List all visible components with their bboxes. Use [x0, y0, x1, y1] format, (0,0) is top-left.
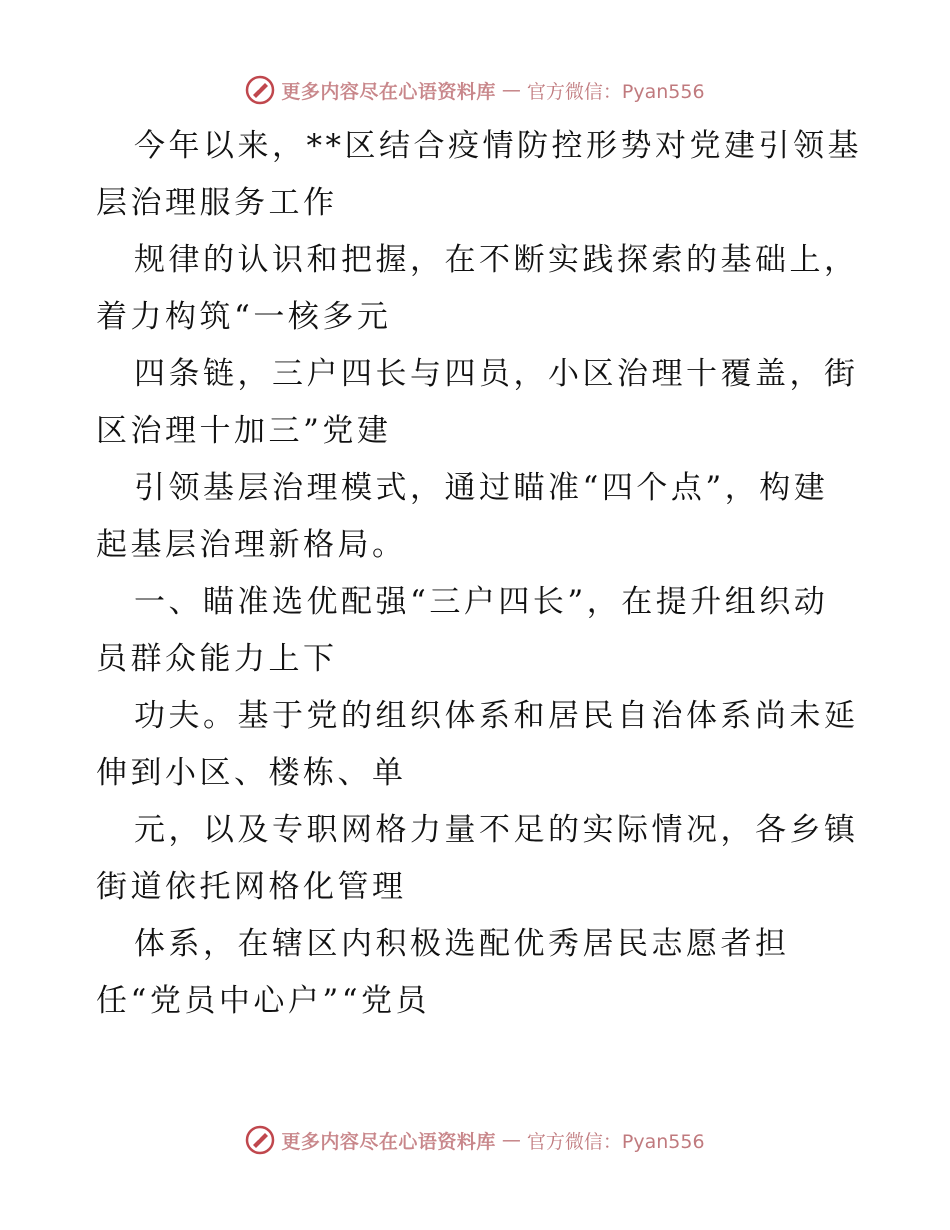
text-line: 起基层治理新格局。 — [96, 527, 407, 563]
watermark-logo-icon — [245, 75, 275, 105]
text-line: 员群众能力上下 — [96, 641, 338, 677]
footer-watermark — [0, 1122, 950, 1158]
watermark-logo-icon — [245, 1125, 275, 1155]
text-line: 体系，在辖区内积极选配优秀居民志愿者担 — [134, 926, 790, 962]
text-line: 一、瞄准选优配强“三户四长”，在提升组织动 — [134, 584, 829, 620]
header-watermark — [0, 72, 950, 108]
text-line: 元，以及专职网格力量不足的实际情况，各乡镇 — [134, 812, 859, 848]
text-line: 区治理十加三”党建 — [96, 413, 392, 449]
text-line: 任“党员中心户”“党员 — [96, 983, 431, 1019]
watermark-separator: — — [501, 1129, 521, 1151]
text-line: 层治理服务工作 — [96, 185, 338, 221]
watermark-separator: — — [501, 79, 521, 101]
text-line: 伸到小区、楼栋、单 — [96, 755, 407, 791]
text-line: 引领基层治理模式，通过瞄准“四个点”，构建 — [134, 470, 829, 506]
text-line: 功夫。基于党的组织体系和居民自治体系尚未延 — [134, 698, 859, 734]
text-line: 四条链，三户四长与四员，小区治理十覆盖，街 — [134, 356, 859, 392]
text-line: 街道依托网格化管理 — [96, 869, 407, 905]
watermark-brand: 更多内容尽在心语资料库 — [281, 1130, 496, 1153]
text-line: 规律的认识和把握，在不断实践探索的基础上， — [134, 242, 859, 278]
text-line: 今年以来，**区结合疫情防控形势对党建引领基 — [134, 128, 862, 164]
document-body — [96, 118, 866, 1030]
watermark-contact: 官方微信：Pyan556 — [526, 80, 705, 103]
text-line: 着力构筑“一核多元 — [96, 299, 392, 335]
watermark-contact: 官方微信：Pyan556 — [526, 1130, 705, 1153]
watermark-brand: 更多内容尽在心语资料库 — [281, 80, 496, 103]
